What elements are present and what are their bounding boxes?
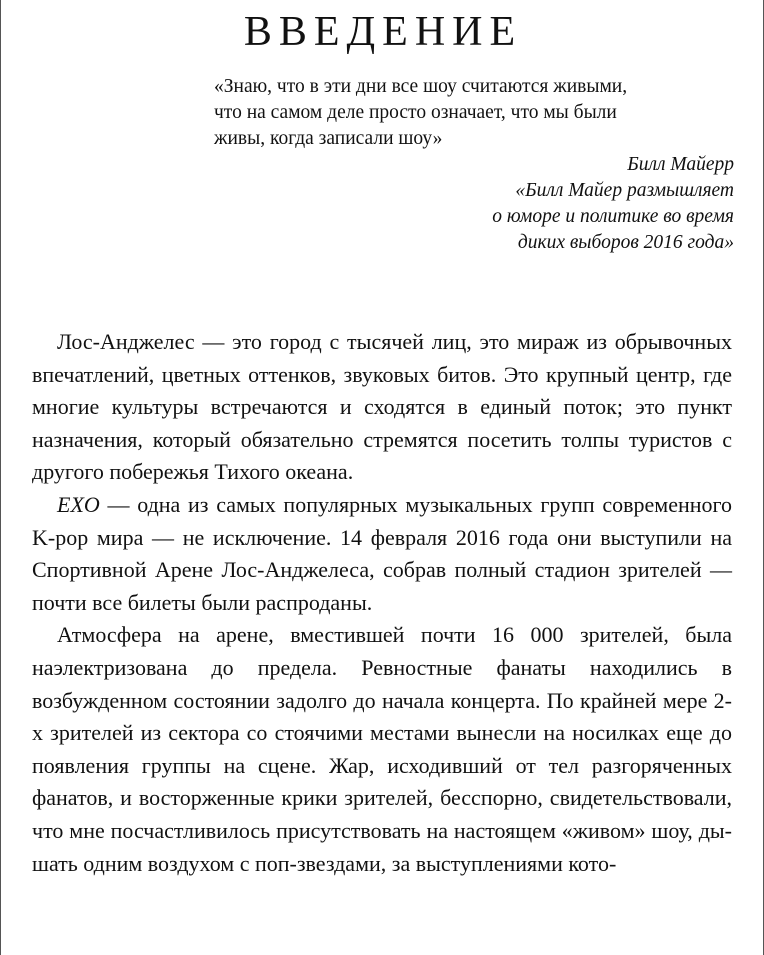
epigraph-source-line: «Билл Майер размышляет [515,180,734,201]
epigraph-source [214,178,734,256]
paragraph [32,489,732,619]
epigraph-quote-line: живы, когда записали шоу» [214,128,443,149]
paragraph: Лос-Анджелес — это город с тысячей лиц, это мираж из обрывочных впечатлений, цветных оттенков, звуковых битов. Это крупный центр, где многие культуры встречаются и сходятся в единый поток; это пункт назначения, который обязательно стремятся посетить толпы туристов с другого побережья Тихого океана. [32,329,732,485]
epigraph-author: Билл Майерр [627,154,734,175]
paragraph-text: — одна из самых популярных музыкальных групп современного K-pop мира — не исключение. 14 февраля 2016 года они выступили на Спортивной Арене Лос-Анджелеса, собрав полный стадион зрителей — почти все билеты были распроданы. [32,491,732,615]
epigraph-quote-line: что на самом деле просто означает, что мы были [214,102,617,123]
epigraph-source-line: диких выборов 2016 года» [517,232,734,253]
band-name: EXO [57,491,100,517]
epigraph [214,74,734,256]
epigraph-quote-line: «Знаю, что в эти дни все шоу считаются живыми, [214,76,628,97]
body-text [32,326,732,880]
chapter-title: ВВЕДЕНИЕ [243,9,523,55]
epigraph-quote [214,74,734,152]
epigraph-source-line: о юморе и политике во время [492,206,734,227]
paragraph: Атмосфера на арене, вместившей почти 16 000 зрителей, была наэлектризована до предела. Ревностные фанаты находились в возбужденном состоянии задолго до начала концерта. По крайней мере 2-х зрителей из сектора со стоячими местами вынесли на носилках еще до появления группы на сцене. Жар, исходивший от тел разгоряченных фанатов, и восторженные крики зрителей, бесспорно, свидетельствовали, что мне посчастливилось присутствовать на настоящем «живом» шоу, дышать одним воздухом с поп-звездами, за выступлениями кото- [32,622,732,876]
